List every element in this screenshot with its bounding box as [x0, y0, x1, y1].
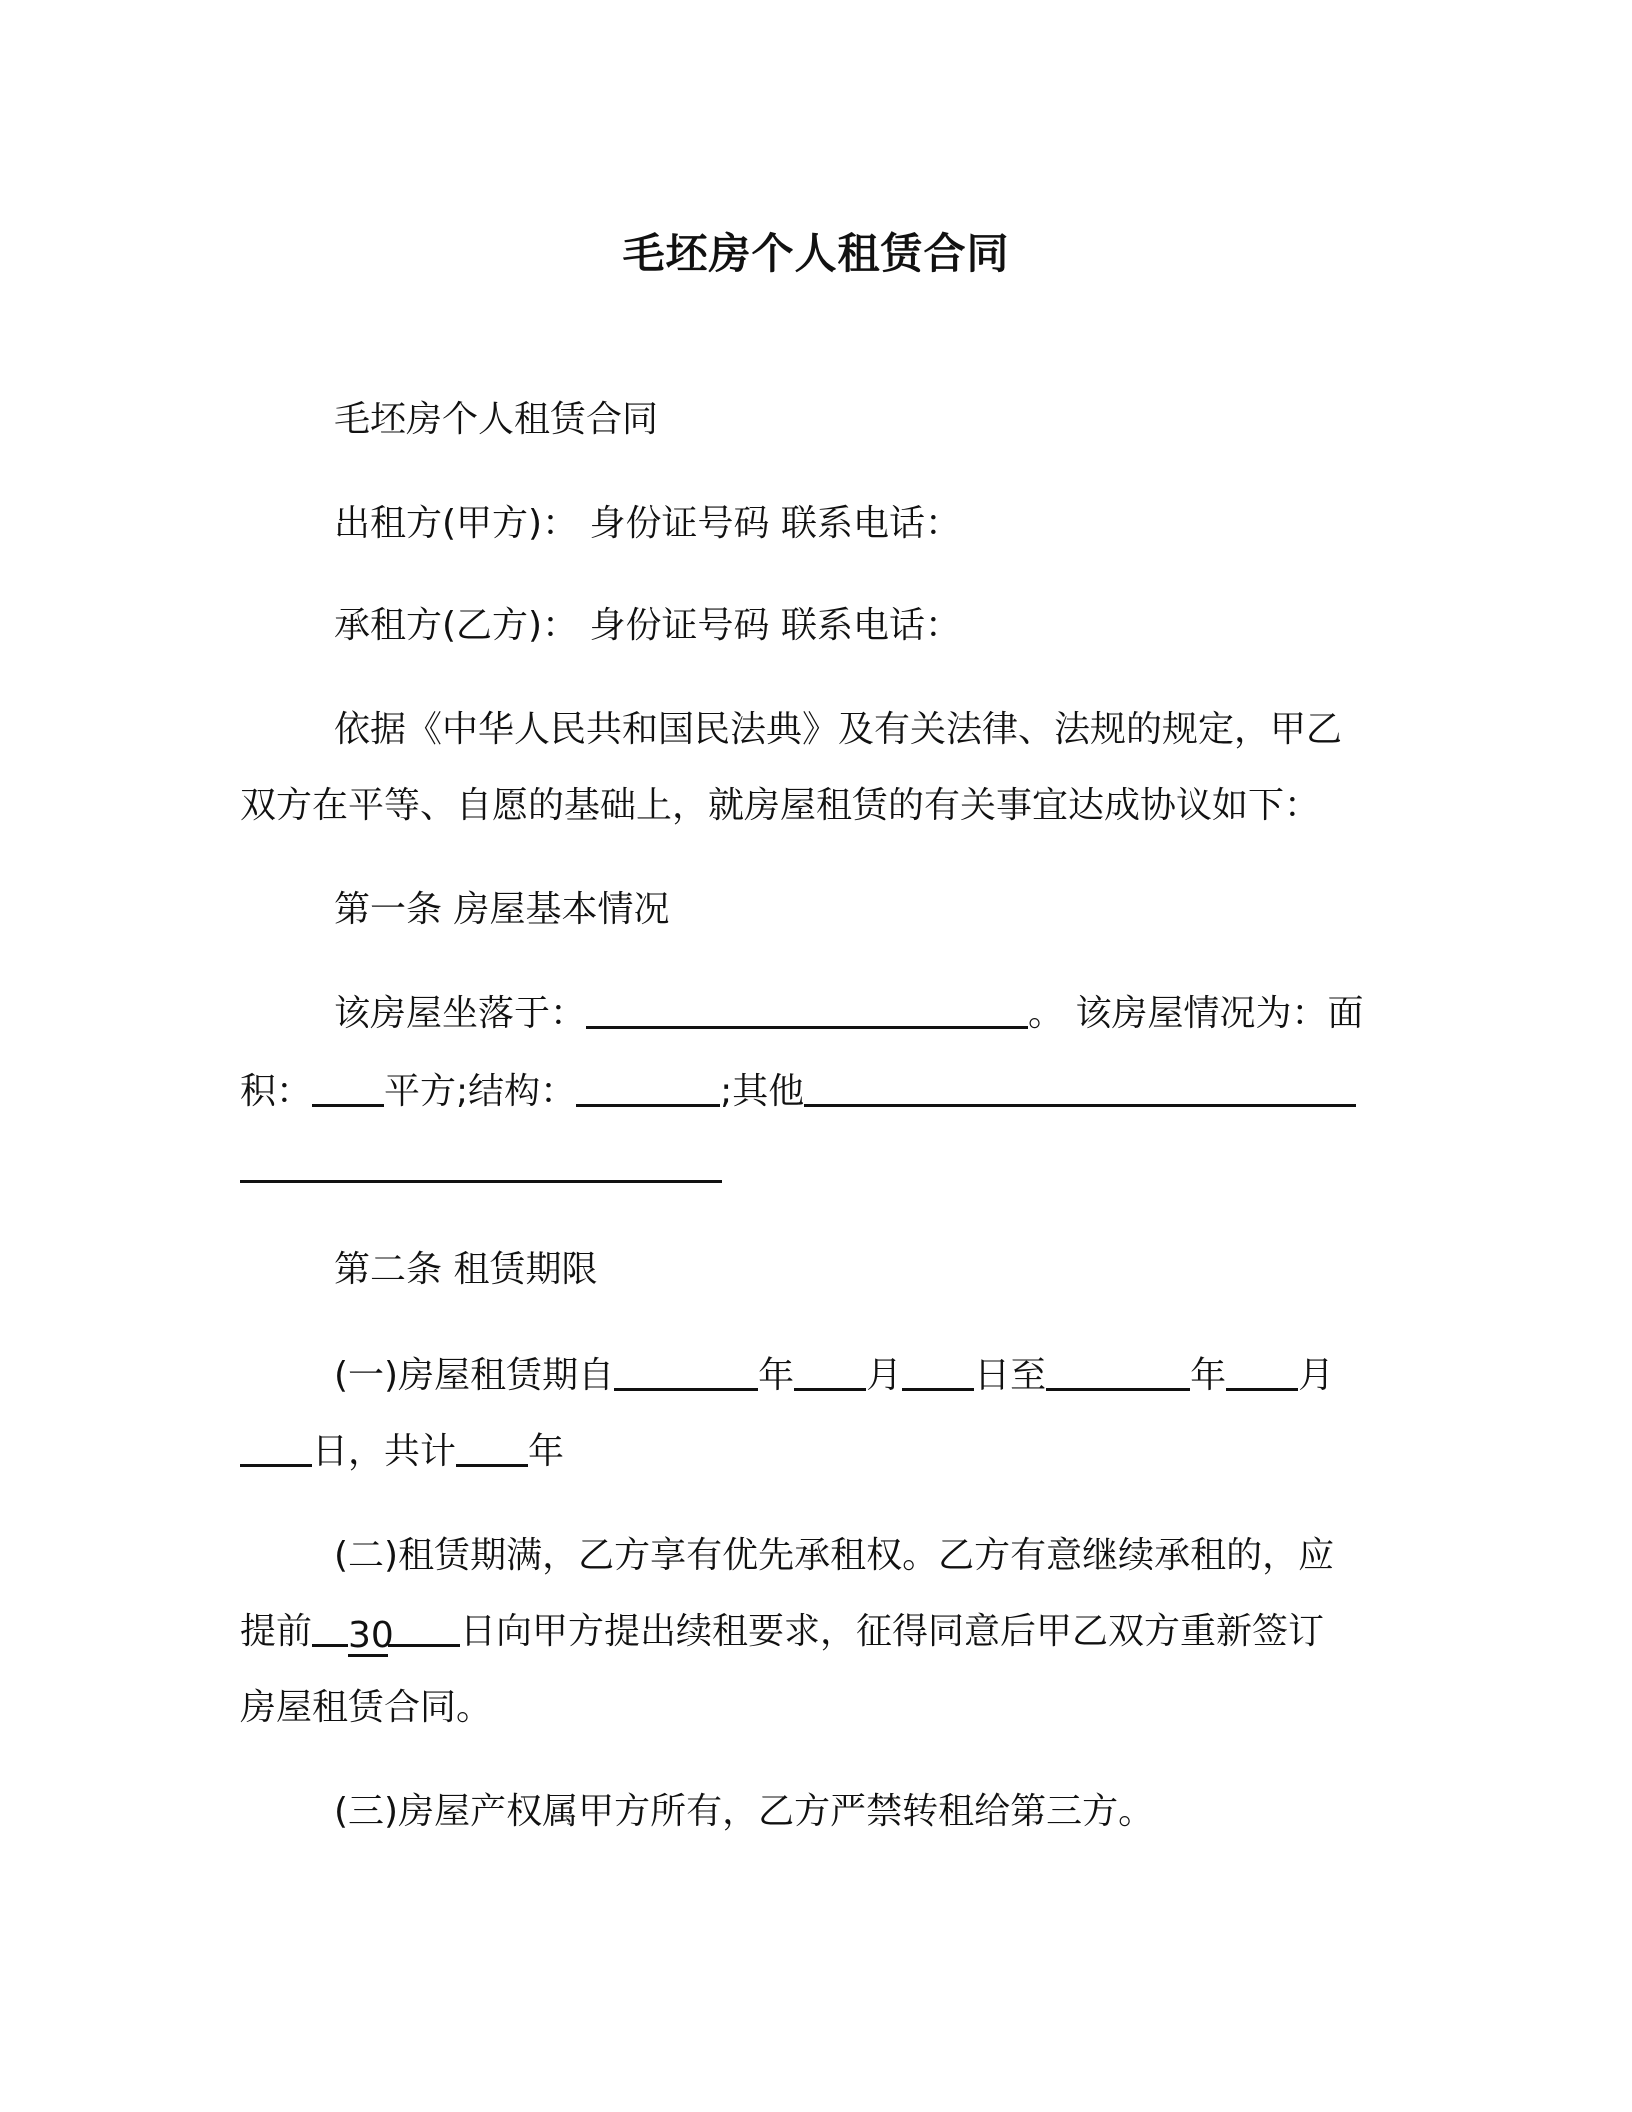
end-month-blank — [1226, 1352, 1298, 1391]
article-2-renewal-line-3: 房屋租赁合同。 — [240, 1687, 493, 1728]
end-month-label: 月 — [1298, 1355, 1335, 1396]
other-blank-continued — [240, 1144, 722, 1183]
article-1-other-continuation — [240, 1144, 722, 1192]
end-year-label: 年 — [1190, 1355, 1227, 1396]
article-2-heading: 第二条 租赁期限 — [334, 1249, 598, 1290]
renewal-days-value: 30 — [348, 1615, 394, 1656]
basis-paragraph-line-1: 依据《中华人民共和国民法典》及有关法律、法规的规定，甲乙 — [334, 709, 1343, 750]
area-blank — [312, 1068, 384, 1107]
document-subtitle: 毛坯房个人租赁合同 — [334, 399, 659, 440]
article-2-renewal-line-2 — [240, 1608, 1324, 1657]
article-1-heading: 第一条 房屋基本情况 — [334, 889, 670, 930]
other-blank — [804, 1068, 1356, 1107]
total-year-label: 年 — [528, 1431, 565, 1472]
location-label: 该房屋坐落于： — [334, 993, 587, 1034]
status-label: 。 该房屋情况为：面 — [1028, 993, 1364, 1034]
renewal-suffix: 日向甲方提出续租要求，征得同意后甲乙双方重新签订 — [460, 1611, 1325, 1652]
start-day-blank — [902, 1352, 974, 1391]
renewal-blank-left — [312, 1608, 348, 1647]
article-1-area-line — [240, 1068, 1356, 1116]
term-label: (一)房屋租赁期自 — [334, 1355, 615, 1396]
renewal-blank-right — [388, 1608, 460, 1647]
total-years-blank — [456, 1428, 528, 1467]
start-month-blank — [794, 1352, 866, 1391]
structure-label: 平方;结构： — [384, 1071, 577, 1112]
end-year-blank — [1046, 1352, 1190, 1391]
area-label: 积： — [240, 1071, 313, 1112]
article-2-renewal-line-1: (二)租赁期满，乙方享有优先承租权。乙方有意继续承租的，应 — [334, 1535, 1335, 1576]
total-label: 日，共计 — [312, 1431, 457, 1472]
renewal-prefix: 提前 — [240, 1611, 313, 1652]
article-1-location-line — [334, 990, 1363, 1038]
document-title: 毛坯房个人租赁合同 — [622, 229, 1010, 278]
start-year-label: 年 — [758, 1355, 795, 1396]
article-2-term-line-2 — [240, 1428, 564, 1476]
article-2-term-line-1 — [334, 1352, 1334, 1400]
basis-paragraph-line-2: 双方在平等、自愿的基础上，就房屋租赁的有关事宜达成协议如下： — [240, 785, 1321, 826]
lessee-line: 承租方(乙方)： 身份证号码 联系电话： — [334, 605, 961, 646]
structure-blank — [576, 1068, 720, 1107]
end-day-blank — [240, 1428, 312, 1467]
start-month-label: 月 — [866, 1355, 903, 1396]
lessor-line: 出租方(甲方)： 身份证号码 联系电话： — [334, 503, 961, 544]
location-blank — [586, 990, 1028, 1029]
start-year-blank — [614, 1352, 758, 1391]
start-day-to-label: 日至 — [974, 1355, 1047, 1396]
article-2-sublet-clause: (三)房屋产权属甲方所有，乙方严禁转租给第三方。 — [334, 1791, 1155, 1832]
other-label: ;其他 — [720, 1071, 805, 1112]
